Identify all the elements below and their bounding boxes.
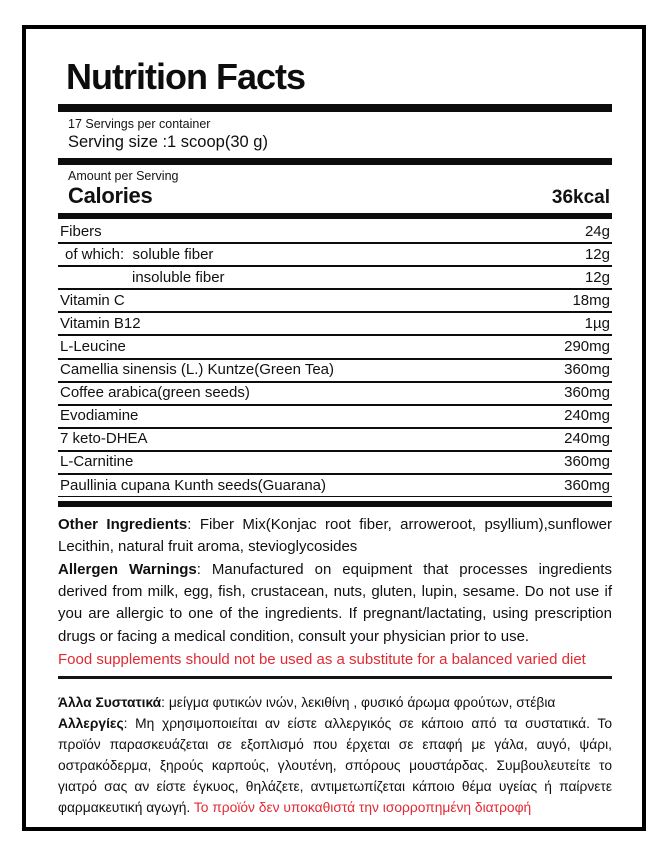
nutrient-row	[58, 244, 612, 267]
label-title: Nutrition Facts	[66, 56, 306, 97]
label-frame	[22, 25, 646, 831]
nutrient-value: 18mg	[572, 291, 610, 309]
greek-allergies	[58, 713, 612, 818]
nutrient-row	[58, 429, 612, 452]
greek-paragraphs	[58, 692, 612, 818]
greek-other-ingredients	[58, 692, 612, 713]
greek-allergies-label: Αλλεργίες	[58, 716, 124, 732]
nutrient-value: 1µg	[584, 314, 610, 332]
nutrient-row	[58, 336, 612, 359]
warning-greek: Το προϊόν δεν υποκαθιστά την ισορροπημένη διατροφή	[193, 800, 532, 816]
divider-under-calories	[58, 213, 612, 219]
allergen-warnings-label: Allergen Warnings	[58, 560, 197, 578]
nutrient-table	[58, 221, 612, 497]
nutrient-name: Fibers	[60, 222, 102, 240]
other-ingredients-paragraph	[58, 514, 612, 559]
divider-under-serving	[58, 158, 612, 165]
nutrient-name: Vitamin B12	[60, 314, 141, 332]
nutrient-value: 12g	[584, 268, 610, 286]
nutrient-value: 24g	[584, 222, 610, 240]
nutrient-row	[58, 452, 612, 475]
other-ingredients-text: : Fiber Mix(Konjac root fiber, arroweroot, psyllium),sunflower Lecithin, natural fruit aroma, stevioglycosides	[58, 516, 612, 556]
english-paragraphs	[58, 514, 612, 671]
rule-wrap	[58, 676, 612, 679]
calories-value: 36kcal	[551, 187, 610, 208]
nutrient-row	[58, 290, 612, 313]
other-ingredients-label: Other Ingredients	[58, 516, 188, 534]
nutrient-value: 240mg	[564, 430, 610, 448]
amount-per-serving: Amount per Serving	[68, 169, 179, 183]
warning-english: Food supplements should not be used as a substitute for a balanced varied diet	[58, 650, 586, 668]
nutrient-row	[58, 406, 612, 429]
nutrient-name: Coffee arabica(green seeds)	[60, 384, 250, 402]
nutrient-row	[58, 383, 612, 406]
divider-under-table	[58, 501, 612, 507]
allergen-warnings-paragraph	[58, 559, 612, 648]
divider-under-title	[58, 104, 612, 112]
greek-allergies-text: : Μη χρησιμοποιείται αν είστε αλλεργικός σε κάποιο από τα συστατικά. Το προϊόν παρασκευάζεται σε εξοπλισμό που έρχεται σε επαφή με γάλα, αυγό, ψάρι, οστρακόδερμα, ξηρούς καρπούς, γλουτένη, σπόρους μουστάρδας. Συμβουλευτείτε το γιατρό σας αν είστε έγκυος, θηλάζετε, αντιμετωπίζεται κάποιο θέμα υγείας ή παίρνετε φαρμακευτική αγωγή.	[58, 716, 612, 816]
servings-per-container: 17 Servings per container	[68, 117, 211, 131]
nutrient-value: 360mg	[564, 361, 610, 379]
nutrient-row	[58, 360, 612, 383]
nutrient-name: L-Leucine	[60, 337, 126, 355]
calories-row	[68, 183, 610, 209]
nutrient-name: insoluble fiber	[132, 268, 225, 286]
nutrient-name: L-Carnitine	[60, 453, 134, 471]
divider-above-greek	[58, 676, 612, 679]
greek-other-ingredients-label: Άλλα Συστατικά	[58, 695, 162, 711]
nutrient-name: Vitamin C	[60, 291, 125, 309]
allergen-warnings-text: : Manufactured on equipment that processes ingredients derived from milk, egg, fish, crustacean, nuts, gluten, lupin, sesame. Do not use if you are allergic to one of the ingredients. If pregnant/lactating, using prescription drugs or facing a medical condition, consult your physician prior to use.	[58, 560, 612, 645]
nutrient-name: Paullinia cupana Kunth seeds(Guarana)	[60, 476, 327, 494]
nutrient-value: 290mg	[564, 337, 610, 355]
nutrient-name: Camellia sinensis (L.) Kuntze(Green Tea)	[60, 361, 335, 379]
greek-other-ingredients-text: : μείγμα φυτικών ινών, λεκιθίνη , φυσικό άρωμα φρούτων, στέβια	[161, 695, 556, 711]
nutrient-value: 360mg	[564, 384, 610, 402]
nutrient-name: of which: soluble fiber	[65, 245, 214, 263]
calories-label: Calories	[68, 183, 153, 208]
nutrient-value: 240mg	[564, 407, 610, 425]
nutrient-name: 7 keto-DHEA	[60, 430, 148, 448]
nutrient-row	[58, 221, 612, 244]
nutrient-row	[58, 313, 612, 336]
nutrient-name: Evodiamine	[60, 407, 139, 425]
nutrient-row	[58, 475, 612, 497]
nutrient-row	[58, 267, 612, 290]
serving-size: Serving size :1 scoop(30 g)	[68, 133, 268, 151]
nutrient-value: 360mg	[564, 476, 610, 494]
nutrient-value: 12g	[584, 245, 610, 263]
nutrient-value: 360mg	[564, 453, 610, 471]
